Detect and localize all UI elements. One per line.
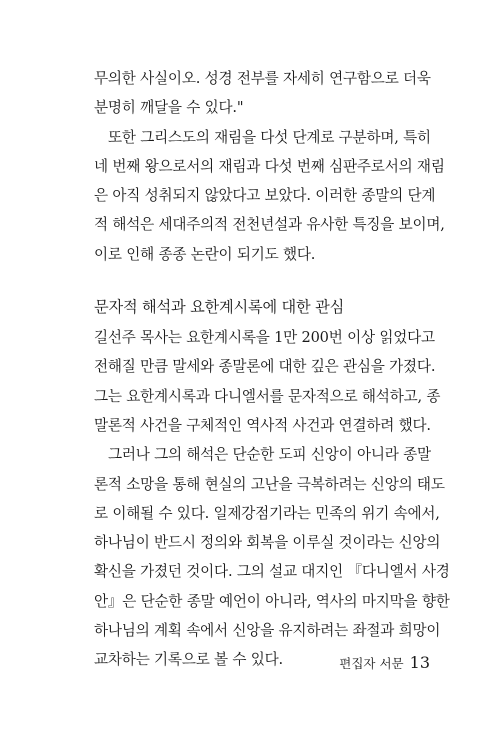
text-line: 또한 그리스도의 재림을 다섯 단계로 구분하며, 특히: [108, 128, 431, 146]
text-line: 무의한 사실이오. 성경 전부를 자세히 연구함으로 더욱: [94, 70, 431, 87]
text-line: 그러나 그의 해석은 단순한 도피 신앙이 아니라 종말: [108, 446, 431, 464]
text-line: 말론적 사건을 구체적인 역사적 사건과 연결하려 했다.: [94, 416, 431, 434]
text-line: 하나님이 반드시 정의와 회복을 이루실 것이라는 신앙의: [94, 534, 441, 552]
section-heading: 문자적 해석과 요한계시록에 대한 관심: [94, 298, 345, 317]
page-number: 13: [409, 653, 430, 672]
text-line: 길선주 목사는 요한계시록을 1만 200번 이상 읽었다고: [94, 329, 435, 347]
text-line: 로 이해될 수 있다. 일제강점기라는 민족의 위기 속에서,: [94, 504, 440, 522]
text-line: 하나님의 계획 속에서 신앙을 유지하려는 좌절과 희망이: [94, 622, 441, 640]
page-footer: [339, 653, 430, 672]
text-line: 적 해석은 세대주의적 전천년설과 유사한 특징을 보이며,: [94, 216, 445, 234]
paragraph-3: [94, 323, 441, 440]
text-line: 이로 인해 종종 논란이 되기도 했다.: [94, 245, 316, 263]
text-line: 확신을 가졌던 것이다. 그의 설교 대지인 『다니엘서 사경: [94, 563, 450, 581]
paragraph-1: [94, 64, 430, 123]
section-gap: [94, 269, 430, 293]
text-line: 은 아직 성취되지 않았다고 보았다. 이러한 종말의 단계: [94, 187, 436, 205]
page-body: [94, 64, 450, 675]
running-footer-section: 편집자 서문: [339, 656, 404, 671]
text-line: 론적 소망을 통해 현실의 고난을 극복하려는 신앙의 태도: [94, 475, 445, 493]
text-line: 안』은 단순한 종말 예언이 아니라, 역사의 마지막을 향한: [94, 592, 450, 610]
text-line: 그는 요한계시록과 다니엘서를 문자적으로 해석하고, 종: [94, 387, 441, 405]
paragraph-2: [94, 123, 445, 269]
text-line: 전해질 만큼 말세와 종말론에 대한 깊은 관심을 가졌다.: [94, 358, 436, 376]
paragraph-4: [94, 440, 450, 674]
text-line: 분명히 깨달을 수 있다.": [94, 99, 244, 117]
text-line: 교차하는 기록으로 볼 수 있다.: [94, 651, 283, 669]
text-line: 네 번째 왕으로서의 재림과 다섯 번째 심판주로서의 재림: [94, 157, 445, 175]
